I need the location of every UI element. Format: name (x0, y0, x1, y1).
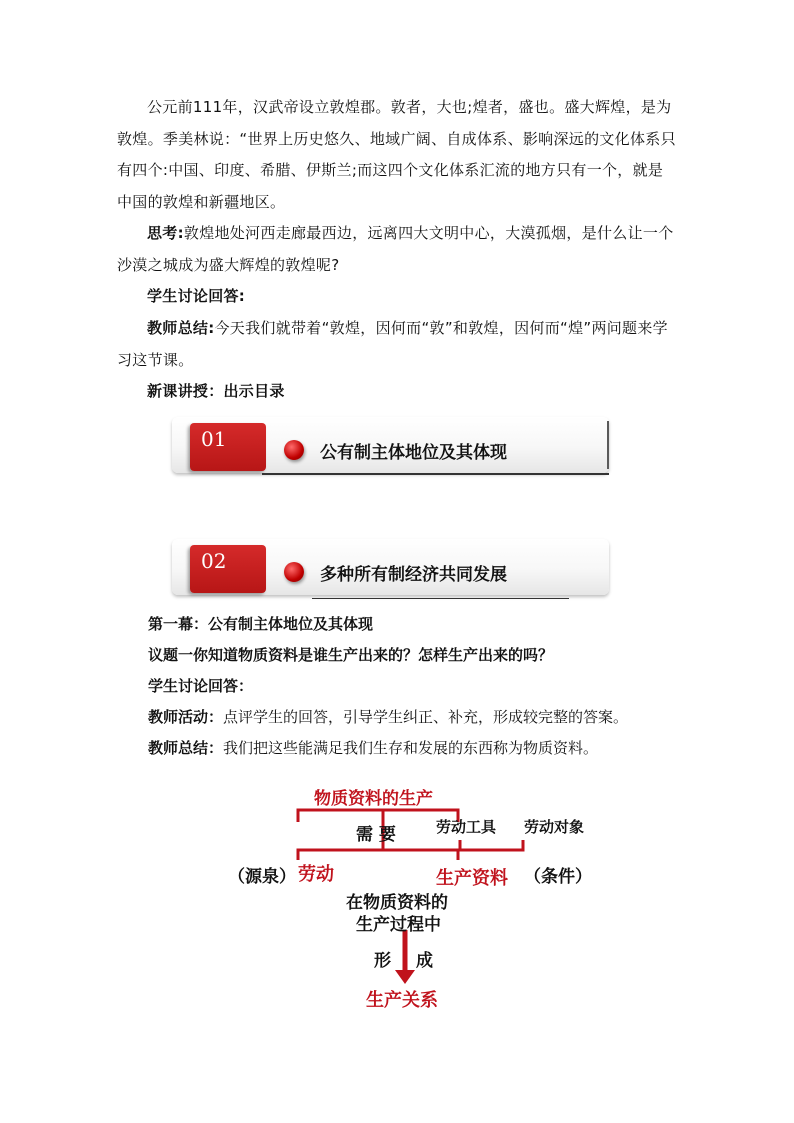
diagram-form-right: 成 (416, 951, 433, 971)
diagram-tools-label: 劳动工具 (436, 818, 497, 836)
think-text: 敦煌地处河西走廊最西边，远离四大文明中心，大漠孤烟，是什么让一个沙漠之城成为盛大辉煌的敦煌呢? (117, 224, 674, 274)
diagram-condition-label: （条件） (524, 867, 592, 887)
table-of-contents (164, 405, 619, 603)
diagram-source-label: （源泉） (228, 867, 296, 887)
diagram-labor-label: 劳动 (298, 864, 334, 885)
summary-label-2: 教师总结： (148, 739, 224, 757)
activity-line (148, 706, 628, 728)
topic-heading: 议题一你知道物质资料是谁生产出来的？怎样生产出来的吗？ (148, 646, 554, 664)
summary-line-2 (148, 737, 598, 759)
discuss-label-1 (117, 281, 677, 313)
diagram-process-line-2: 生产过程中 (356, 915, 441, 935)
production-diagram (228, 780, 608, 1020)
summary-text-1: 今天我们就带着“敦煌，因何而“敦”和敦煌，因何而“煌”两问题来学习这节课。 (117, 319, 668, 369)
intro-paragraph: 公元前111年，汉武帝设立敦煌郡。敦者，大也;煌者，盛也。盛大辉煌，是为敦煌。季美林说：“世界上历史悠久、地域广阔、自成体系、影响深远的文化体系只有四个:中国、印度、希腊、伊斯兰;而这四个文化体系汇流的地方只有一个，就是中国的敦煌和新疆地区。 (117, 98, 676, 211)
summary-label-1: 教师总结: (147, 319, 215, 337)
think-label: 思考: (147, 224, 184, 242)
diagram-objects-label: 劳动对象 (524, 818, 585, 836)
think-paragraph (117, 218, 677, 281)
activity-label: 教师活动： (148, 708, 224, 726)
diagram-top-label: 物质资料的生产 (314, 789, 433, 809)
toc-number-1: 01 (190, 423, 266, 471)
diagram-need-label: 需 要 (356, 825, 396, 845)
toc-number-2: 02 (190, 545, 266, 593)
new-lesson-text: 新课讲授：出示目录 (147, 382, 285, 400)
activity-text: 点评学生的回答，引导学生纠正、补充，形成较完整的答案。 (223, 708, 629, 726)
diagram-process-line-1: 在物质资料的 (346, 893, 448, 913)
diagram-means-label: 生产资料 (436, 868, 508, 889)
toc-title-2: 多种所有制经济共同发展 (320, 565, 507, 585)
diagram-result-label: 生产关系 (366, 990, 438, 1011)
toc-title-1: 公有制主体地位及其体现 (320, 443, 507, 463)
bullet-dot-icon (284, 440, 304, 460)
discuss-text-1: 学生讨论回答: (147, 287, 246, 305)
card-underline (262, 473, 609, 475)
summary-paragraph-1 (117, 313, 677, 376)
toc-item-1 (172, 417, 609, 473)
act-heading: 第一幕：公有制主体地位及其体现 (148, 615, 374, 633)
toc-item-2 (172, 539, 609, 595)
diagram-form-left: 形 (374, 951, 391, 971)
bullet-dot-icon (284, 562, 304, 582)
discuss-label-2: 学生讨论回答： (148, 677, 254, 695)
card-underline (312, 598, 569, 599)
card-edge (607, 421, 609, 469)
summary-text-2: 我们把这些能满足我们生存和发展的东西称为物质资料。 (223, 739, 599, 757)
new-lesson-line (117, 376, 677, 408)
